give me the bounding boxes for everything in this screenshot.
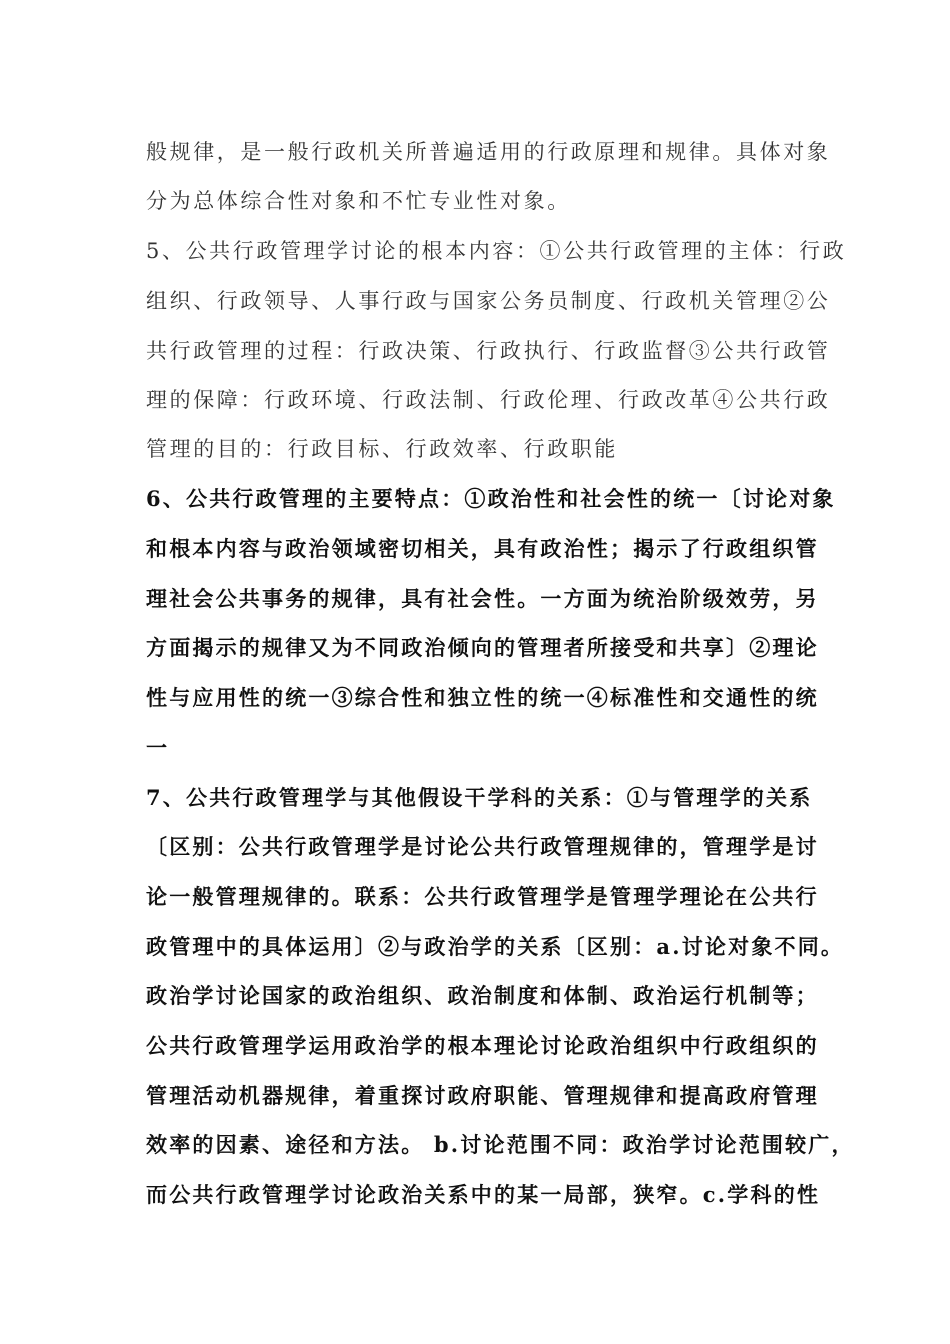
text-line: 〔区别：公共行政管理学是讨论公共行政管理规律的，管理学是讨 — [146, 834, 819, 859]
text-line: 管理的目的：行政目标、行政效率、行政职能 — [146, 437, 618, 461]
text-line: 性与应用性的统一③综合性和独立性的统一④标准性和交通性的统 — [146, 685, 819, 710]
section-5-heading-line: 5、公共行政管理学讨论的根本内容：①公共行政管理的主体：行政 — [146, 239, 847, 263]
text-line: 而公共行政管理学讨论政治关系中的某一局部，狭窄。c.学科的性 — [146, 1182, 821, 1207]
text-line: 般规律，是一般行政机关所普遍适用的行政原理和规律。具体对象 — [146, 140, 831, 164]
text-line: 一 — [146, 735, 170, 760]
text-line: 公共行政管理学运用政治学的根本理论讨论政治组织中行政组织的 — [146, 1033, 819, 1058]
text-line: 方面揭示的规律又为不同政治倾向的管理者所接受和共享〕②理论 — [146, 635, 819, 660]
text-line: 理社会公共事务的规律，具有社会性。一方面为统治阶级效劳，另 — [146, 586, 819, 611]
text-line: 政管理中的具体运用〕②与政治学的关系〔区别：a.讨论对象不同。 — [146, 934, 845, 959]
text-line: 论一般管理规律的。联系：公共行政管理学是管理学理论在公共行 — [146, 884, 819, 909]
text-line: 效率的因素、途径和方法。 b.讨论范围不同：政治学讨论范围较广， — [146, 1132, 855, 1157]
section-6-heading-line: 6、公共行政管理的主要特点：①政治性和社会性的统一〔讨论对象 — [146, 486, 836, 511]
text-line: 和根本内容与政治领域密切相关，具有政治性；揭示了行政组织管 — [146, 536, 819, 561]
section-7-heading-line: 7、公共行政管理学与其他假设干学科的关系：①与管理学的关系 — [146, 785, 813, 810]
text-line: 管理活动机器规律，着重探讨政府职能、管理规律和提高政府管理 — [146, 1083, 819, 1108]
text-line: 共行政管理的过程：行政决策、行政执行、行政监督③公共行政管 — [146, 339, 831, 363]
text-line: 政治学讨论国家的政治组织、政治制度和体制、政治运行机制等； — [146, 983, 819, 1008]
text-line: 组织、行政领导、人事行政与国家公务员制度、行政机关管理②公 — [146, 289, 831, 313]
text-line: 分为总体综合性对象和不忙专业性对象。 — [146, 189, 571, 213]
text-line: 理的保障：行政环境、行政法制、行政伦理、行政改革④公共行政 — [146, 388, 831, 412]
